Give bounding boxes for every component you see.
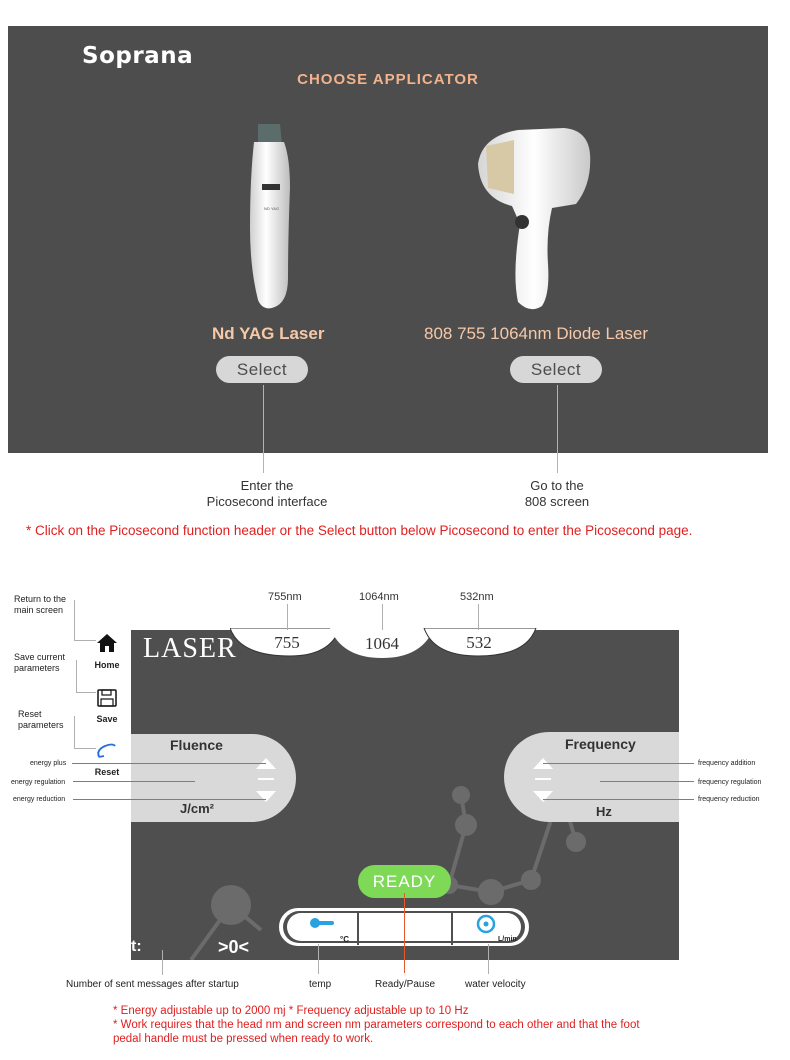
- annot-frequency-regulation: frequency regulation: [698, 779, 762, 786]
- svg-text:ND YAG: ND YAG: [264, 206, 279, 211]
- tab-1064[interactable]: 1064: [365, 634, 399, 653]
- regulation-bar-icon: [535, 778, 551, 780]
- annotation-line: Go to the: [530, 478, 584, 493]
- picosecond-note: * Click on the Picosecond function header or the Select button below Picosecond to enter the Picosecond page.: [26, 523, 693, 538]
- diode-handpiece-image[interactable]: [468, 124, 598, 314]
- applicator-panel: [8, 26, 768, 453]
- fluence-title: Fluence: [170, 737, 223, 753]
- fluence-unit: J/cm²: [180, 801, 214, 816]
- callout-ready: [404, 893, 405, 973]
- annot-line: parameters: [14, 663, 60, 673]
- annot-ready-pause: Ready/Pause: [375, 979, 436, 990]
- tab-755[interactable]: 755: [274, 633, 300, 652]
- annotation-line: Enter the: [240, 478, 294, 493]
- callout-frequency-addition: [543, 763, 694, 764]
- label-755nm: 755nm: [268, 591, 302, 603]
- brand-logo: Soprana: [82, 43, 194, 69]
- message-counter: >0<: [218, 937, 250, 957]
- callout-water: [488, 944, 489, 974]
- annotation-picosecond: [187, 478, 347, 510]
- note-line: pedal handle must be pressed when ready to work.: [113, 1033, 374, 1045]
- select-diode-button[interactable]: Select: [510, 356, 602, 383]
- regulation-bar-icon: [258, 778, 274, 780]
- home-label: Home: [94, 660, 120, 670]
- counter-prefix: t:: [131, 938, 142, 955]
- status-divider: [451, 911, 453, 945]
- callout-temp: [318, 944, 319, 974]
- tab-532[interactable]: 532: [466, 633, 492, 652]
- temp-unit: °C: [340, 935, 349, 944]
- home-button[interactable]: [87, 633, 127, 670]
- annot-water-velocity: water velocity: [465, 979, 526, 990]
- annot-return-main: [14, 594, 66, 616]
- connector-left: [263, 385, 264, 473]
- ready-button[interactable]: READY: [358, 865, 451, 898]
- select-nd-yag-button[interactable]: Select: [216, 356, 308, 383]
- water-flow-icon: [476, 914, 496, 934]
- annot-frequency-reduction: frequency reduction: [698, 796, 760, 803]
- annot-sent-messages: Number of sent messages after startup: [66, 979, 239, 990]
- annot-temp: temp: [309, 979, 332, 990]
- reset-icon: [95, 742, 119, 760]
- save-icon: [97, 689, 117, 707]
- tab-connector: [382, 604, 383, 630]
- annot-energy-regulation: energy regulation: [11, 779, 66, 786]
- callout-line: [76, 692, 96, 693]
- callout-line: [74, 640, 96, 641]
- thermometer-icon: [309, 916, 337, 930]
- annot-frequency-addition: frequency addition: [698, 760, 756, 767]
- callout-energy-reduction: [73, 799, 266, 800]
- reset-label: Reset: [94, 767, 120, 777]
- callout-line: [76, 660, 77, 692]
- sidebar: [84, 630, 131, 960]
- callout-frequency-regulation: [600, 781, 694, 782]
- annot-energy-plus: energy plus: [30, 760, 67, 767]
- label-1064nm: 1064nm: [359, 591, 399, 603]
- annot-line: parameters: [18, 720, 64, 730]
- callout-frequency-reduction: [543, 799, 694, 800]
- callout-counter: [162, 950, 163, 975]
- annot-line: Return to the: [14, 594, 67, 604]
- annot-line: Reset: [18, 709, 42, 719]
- flow-unit: L/min: [498, 936, 517, 943]
- annotation-808: [487, 478, 627, 510]
- callout-energy-regulation: [73, 781, 195, 782]
- frequency-title: Frequency: [565, 736, 636, 752]
- diode-laser-label: 808 755 1064nm Diode Laser: [424, 324, 648, 343]
- callout-energy-plus: [72, 763, 266, 764]
- annot-energy-reduction: energy reduction: [13, 796, 66, 803]
- tab-connector: [478, 604, 479, 630]
- label-532nm: 532nm: [460, 591, 494, 603]
- save-button[interactable]: [87, 689, 127, 724]
- save-label: Save: [96, 714, 118, 724]
- annot-line: Save current: [14, 652, 66, 662]
- callout-line: [74, 716, 75, 748]
- choose-applicator-heading: CHOOSE APPLICATOR: [297, 71, 479, 88]
- annotation-line: 808 screen: [524, 494, 590, 509]
- tab-connector: [287, 604, 288, 630]
- annot-line: main screen: [14, 605, 64, 615]
- callout-line: [74, 600, 75, 640]
- home-icon: [96, 633, 118, 653]
- connector-right: [557, 385, 558, 473]
- status-divider: [357, 911, 359, 945]
- frequency-unit: Hz: [596, 804, 612, 819]
- laser-title: LASER: [143, 633, 237, 664]
- note-line: * Energy adjustable up to 2000 mj * Frequency adjustable up to 10 Hz: [113, 1005, 469, 1017]
- note-line: * Work requires that the head nm and screen nm parameters correspond to each other and that the foot: [113, 1019, 640, 1031]
- nd-yag-label: Nd YAG Laser: [212, 324, 325, 343]
- chevron-down-icon: [533, 791, 553, 802]
- annotation-line: Picosecond interface: [206, 494, 328, 509]
- callout-line: [74, 748, 96, 749]
- annot-save-params: [14, 652, 65, 674]
- chevron-down-icon: [256, 791, 276, 802]
- annot-reset-params: [18, 709, 64, 731]
- footer-notes: [113, 1004, 713, 1046]
- nd-yag-handpiece-image[interactable]: [240, 118, 300, 313]
